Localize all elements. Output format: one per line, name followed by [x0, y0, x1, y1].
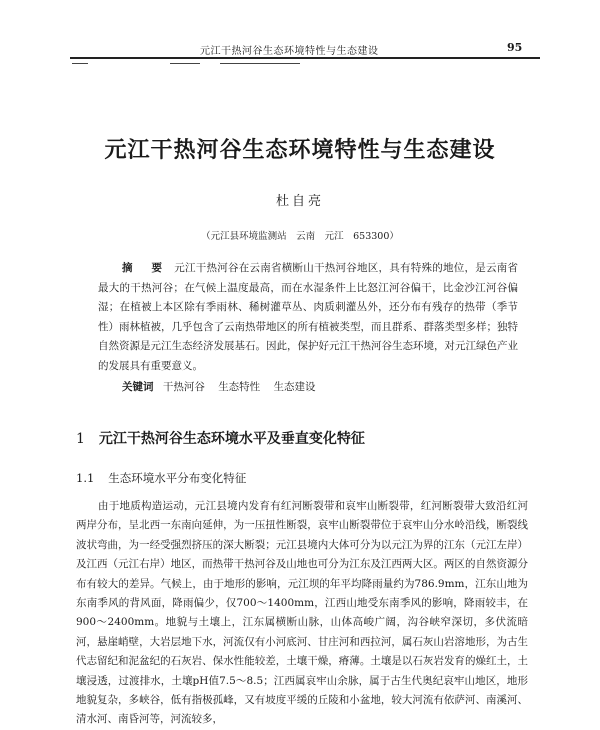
article-title: 元江干热河谷生态环境特性与生态建设	[104, 137, 496, 163]
page-number: 95	[507, 41, 523, 54]
abstract	[98, 259, 518, 376]
keywords-label: 关键词	[122, 381, 154, 393]
abstract-label: 摘 要	[122, 262, 167, 274]
section-number: 1	[76, 431, 85, 447]
abstract-text: 元江干热河谷在云南省横断山干热河谷地区，具有特殊的地位，是云南省最大的干热河谷；在气候上温度最高，而在水湿条件上比怒江河谷偏干，比金沙江河谷偏湿；在植被上本区除有季雨林、稀树灌草丛、肉质刺灌丛外，还分布有残存的热带（季节性）雨林植被，几乎包含了云南热带地区的所有植被类型，而且群系、群落类型多样；独特自然资源是元江生态经济发展基石。因此，保护好元江干热河谷生态环境，对元江绿色产业的发展具有重要意义。	[98, 262, 518, 372]
header-rule	[70, 57, 540, 59]
keyword: 干热河谷	[162, 381, 205, 393]
section-heading	[76, 428, 365, 448]
keyword: 生态建设	[273, 381, 316, 393]
header-rule-stub	[220, 63, 300, 64]
header-rule-stub	[72, 63, 88, 64]
affiliation: （元江县环境监测站 云南 元江 653300）	[201, 231, 399, 242]
subsection-title: 生态环境水平分布变化特征	[108, 471, 247, 485]
running-head: 元江干热河谷生态环境特性与生态建设	[200, 46, 379, 57]
keyword: 生态特性	[218, 381, 261, 393]
body-text	[76, 497, 528, 730]
keywords	[122, 379, 326, 394]
author-name: 杜自亮	[275, 194, 324, 209]
subsection-heading	[76, 470, 246, 486]
subsection-number: 1.1	[76, 471, 95, 485]
section-title: 元江干热河谷生态环境水平及垂直变化特征	[98, 431, 365, 447]
header-rule-stub	[170, 63, 200, 64]
body-paragraph: 由于地质构造运动，元江县境内发育有红河断裂带和哀牢山断裂带，红河断裂带大致沿红河两岸分布，呈北西一东南向延伸，为一压扭性断裂，哀牢山断裂带位于哀牢山分水岭沿线，断裂线波状弯曲，为一经受强烈挤压的深大断裂；元江县境内大体可分为以元江为界的江东（元江左岸）及江西（元江右岸）地区，而热带干热河谷及山地也可分为江东及江西两大区。两区的自然资源分布有较大的差异。气候上，由于地形的影响，元江坝的年平均降雨量约为786.9mm，江东山地为东南季风的背风面，降雨偏少，仅700～1400mm，江西山地受东南季风的影响，降雨较丰，在900～2400mm。地貌与土壤上，江东属横断山脉，山体高峻广阔，沟谷峡窄深切，多伏流暗河，悬崖峭壁，大岩层地下水，河流仅有小河底河、甘庄河和西拉河，属石灰山岩溶地形，为古生代志留纪和泥盆纪的石灰岩、保水性能较差，土壤干燥，瘠薄。土壤是以石灰岩发育的燥红土，土壤浸透，过渡排水，土壤pH值7.5～8.5；江西属哀牢山余脉，属于古生代奥纪哀牢山地区，地形地貌复杂，多峡谷，低有指极孤峰，又有坡度平缓的丘陵和小盆地，较大河流有依萨河、南溪河、清水河、南昏河等，河流较多，	[76, 500, 528, 726]
